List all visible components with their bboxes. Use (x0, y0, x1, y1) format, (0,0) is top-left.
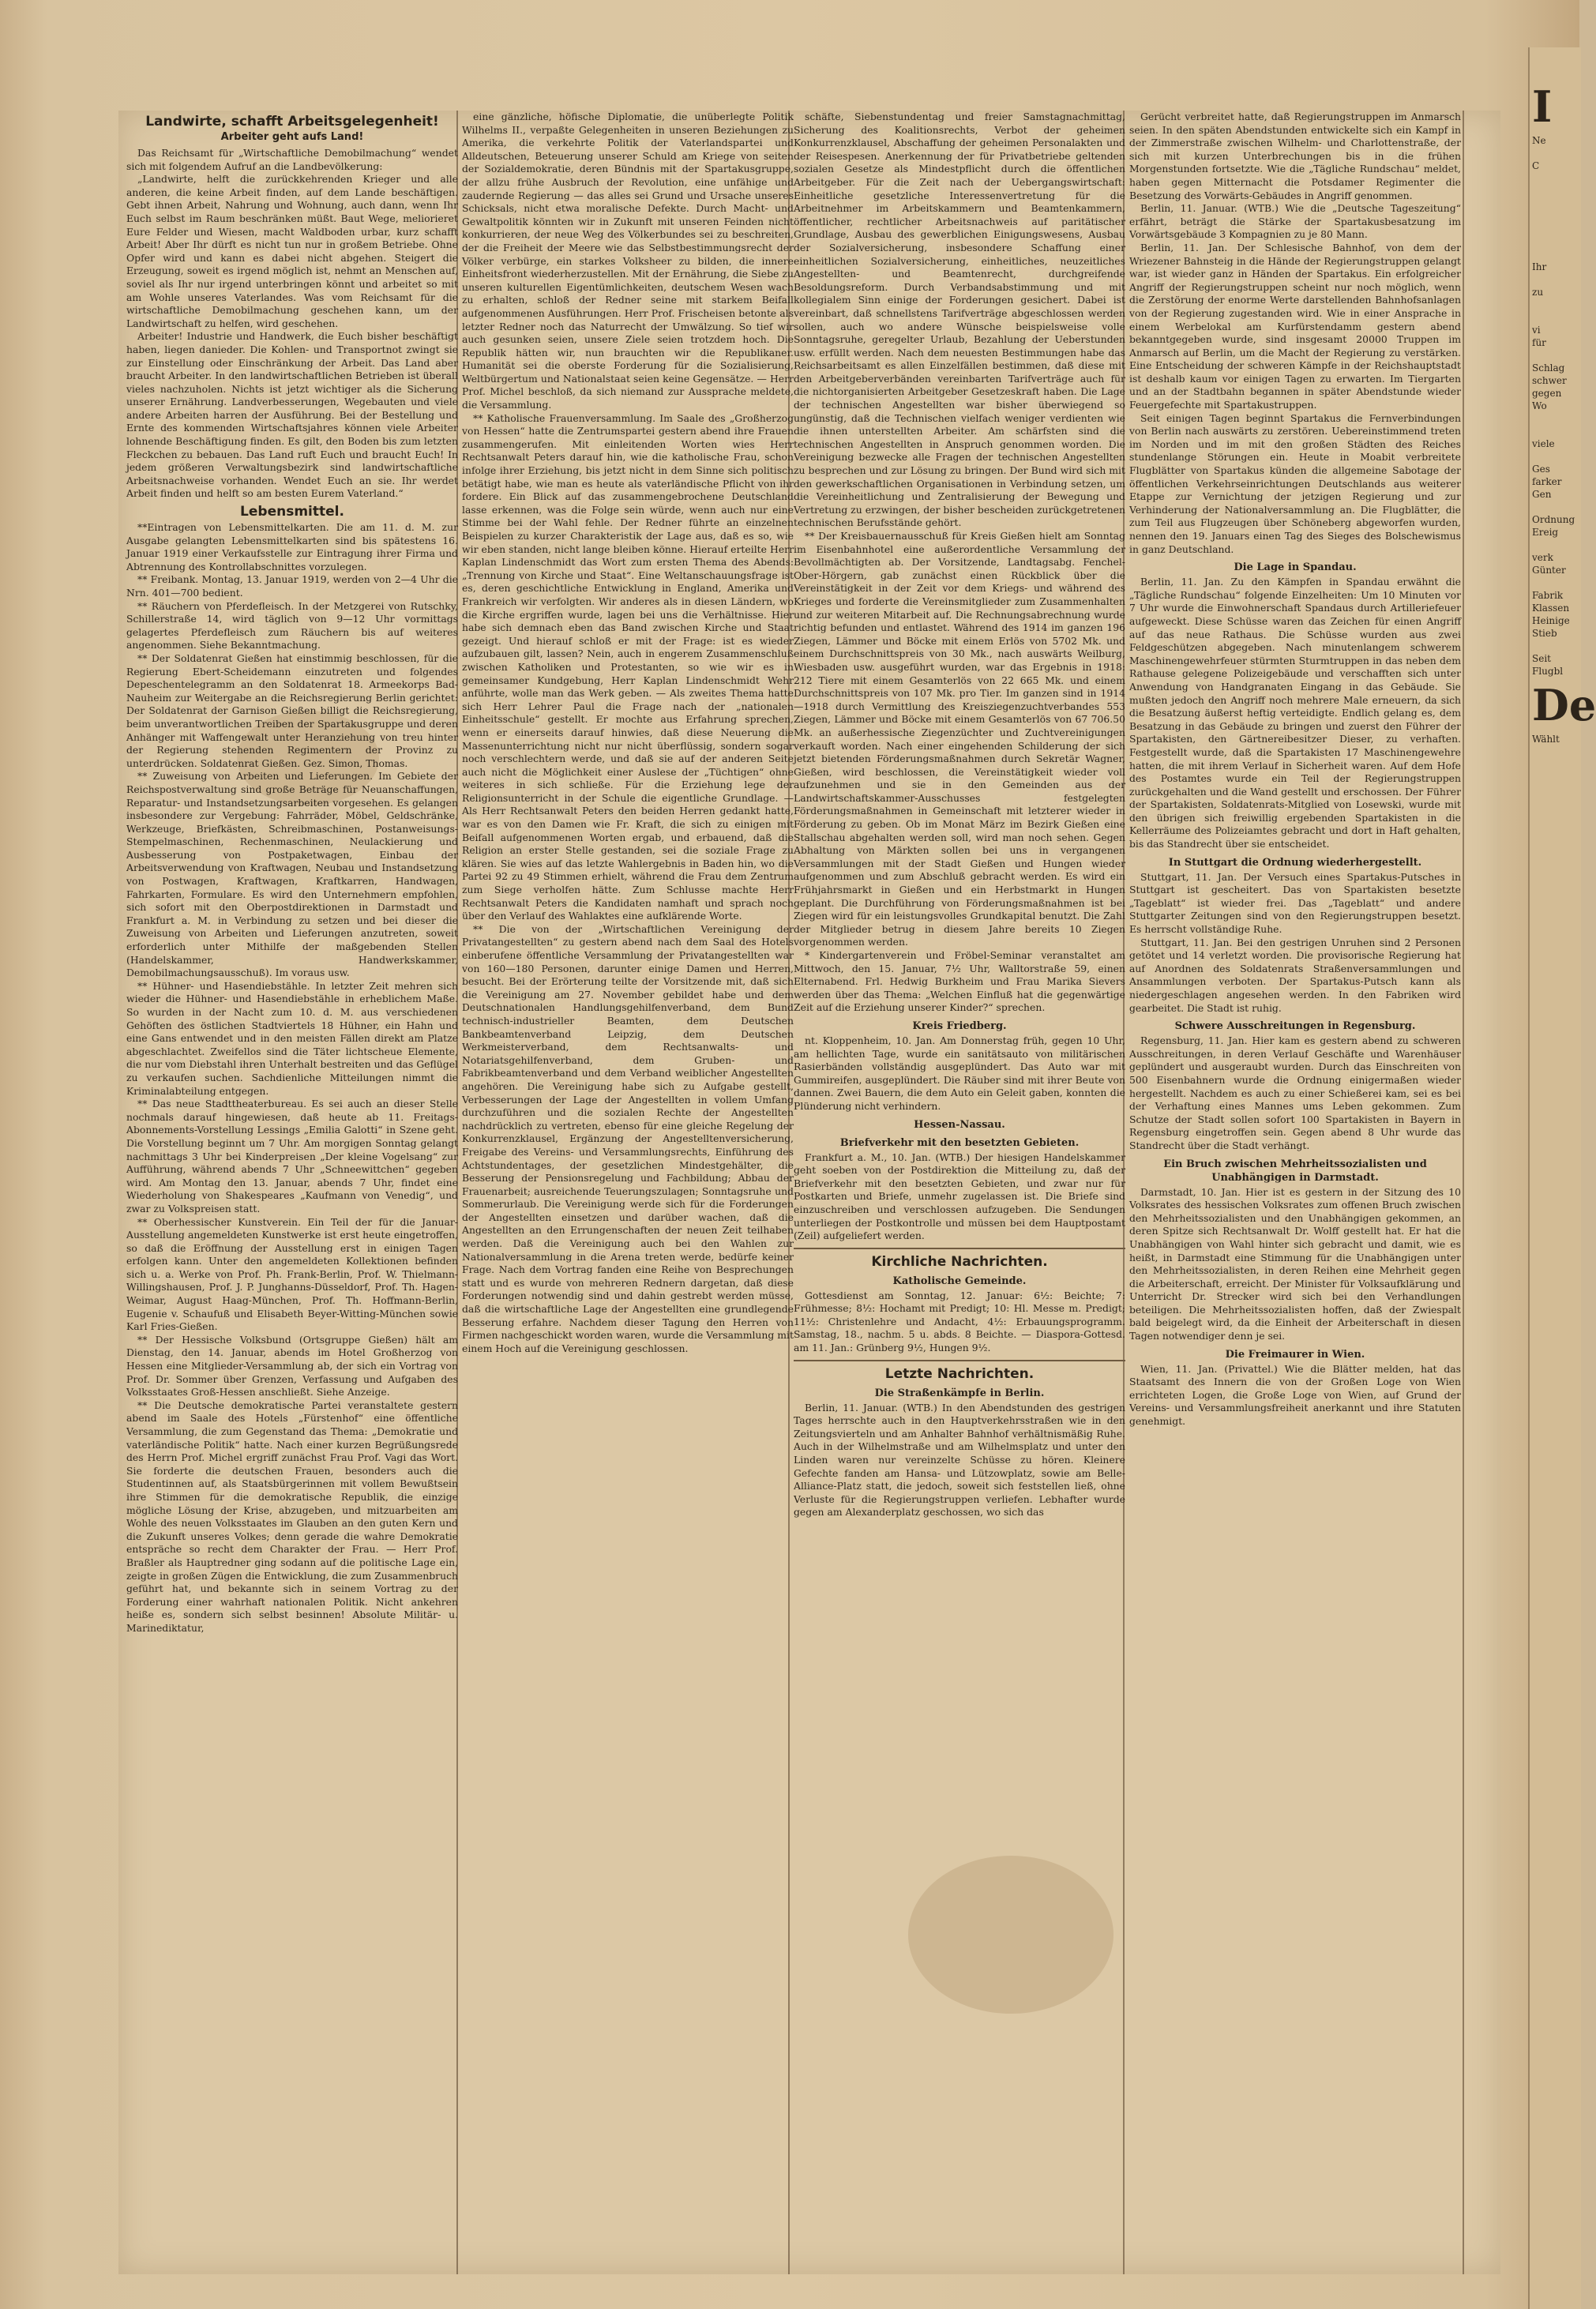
fragment-line (1532, 235, 1578, 248)
article-paragraph: ** Das neue Stadttheaterbureau. Es sei auch an dieser Stelle nochmals darauf hingewiesen, daß heute ab 11. Freitags-Abonnements-Vorstellung Lessings „Emilia Galotti“ in Szene geht. Die Vorstellung beginnt um 7 Uhr. Am morgigen Sonntag gelangt nachmittags 3 Uhr bei Kinderpreisen „Der kleine Vogelsang“ zur Aufführung, während abends 7 Uhr „Schneewittchen“ gegeben wird. Am Montag den 13. Januar, abends 7 Uhr, findet eine Wiederholung von Shakespeares „Kaufmann von Venedig“, und zwar zu Volkspreisen statt. (126, 1098, 458, 1215)
article-paragraph: schäfte, Siebenstundentag und freier Samstagnachmittag, Sicherung des Koalitionsrechts, Verbot der geheimen Konkurrenzklausel, Abschaffung der geheimen Personalakten und der Reisespesen. Anerkennung der für Privatbetriebe geltenden sozialen Gesetze als Mindestpflicht durch die öffentlichen Arbeitgeber. Für die Zeit nach der Uebergangswirtschaft: Einheitliche gesetzliche Interessenvertretung für die Arbeitnehmer im Arbeitskammern und Beamtenkammern, öffentlicher, rechtlicher Arbeitsnachweis auf paritätischer Grundlage, Ausbau des gewerblichen Einigungswesens, Ausbau der Sozialversicherung, insbesondere Schaffung einer einheitlichen Sozialversicherung, einheitliches, neuzeitliches Angestellten- und Beamtenrecht, durchgreifende Besoldungsreform. Durch Verbandsabstimmung und mit kollegialem Sinn einige der Forderungen gesichert. Dabei ist vereinbart, daß schnellstens Tarifverträge abgeschlossen werden sollen, auch wo andere Wünsche beispielsweise volle Sonntagsruhe, geregelter Urlaub, Bezahlung der Ueberstunden usw. erfüllt werden. Nach dem neuesten Bestimmungen habe das Reichsarbeitsamt es allen Einzelfällen bestimmen, daß diese mit den Arbeitgeberverbänden vereinbarten Tarifverträge auch für die nichtorganisierten Arbeitgeber Gesetzeskraft haben. Die Lage der technischen Angestellten war bisher überwiegend so ungünstig, daß die Technischen vielfach weniger verdienten wie die ihnen unterstellten Arbeiter. Am schärfsten sind die technischen Angestellten in Anspruch genommen worden. Die Vereinigung bezwecke alle Fragen der technischen Angestellten zu besprechen und zur Lösung zu bringen. Der Bund wird sich mit den gewerkschaftlichen Organisationen in Verbindung setzen, um die Vereinheitlichung und Zentralisierung der Bewegung und Vertretung zu erzwingen, der bisher bescheiden zurückgetretenen technischen Berufsstände gehört. (794, 111, 1125, 529)
fragment-line: Seit (1532, 653, 1551, 664)
fragment-line: Heinige (1532, 615, 1570, 626)
fragment-line: Ordnung (1532, 514, 1575, 525)
article-paragraph: eine gänzliche, höfische Diplomatie, die unüberlegte Politik Wilhelms II., verpaßte Gelegenheiten in unseren Beziehungen zu Amerika, die verkehrte Politik der Vaterlandspartei und Alldeutschen, Beteuerung unserer Schuld am Kriege von seiten der Sozialdemokratie, deren Bündnis mit der Spartakusgruppe, der allzu frühe Ausbruch der Revolution, eine unfähige und zaudernde Regierung — das alles sei Grund und Ursache unseres Schicksals, nicht etwa moralische Defekte. Durch Macht- und Gewaltpolitik könnten wir in Zukunft mit unseren Feinden nicht konkurrieren, der neue Weg des Völkerbundes sei zu beschreiten, der die Freiheit der Meere wie das Selbstbestimmungsrecht der Völker verbürge, ein starkes Volksheer zu bilden, die innere Einheitsfront wiederherzustellen. Mit der Ernährung, die Siebe zu unseren kulturellen Eigentümlichkeiten, deutschem Wesen wach zu erhalten, schloß der Redner seine mit starkem Beifall aufgenommenen Ausführungen. Herr Prof. Frischeisen betonte als letzter Redner noch das Naturrecht der Umwälzung. So tief wir auch gesunken seien, unsere Ziele seien trotzdem hoch. Die Republik hätten wir, nun brauchten wir die Republikaner. Humanität sei die oberste Forderung für die Sozialisierung, Weltbürgertum und Nationalstaat seien keine Gegensätze. — Herr Prof. Michel beschloß, da sich niemand zur Aussprache meldete, die Versammlung. (462, 111, 794, 411)
fragment-line: verk (1532, 552, 1553, 563)
subheading-katholische-gemeinde: Katholische Gemeinde. (892, 1275, 1027, 1287)
fragment-line (1532, 197, 1578, 210)
fragment-line: gegen (1532, 388, 1562, 399)
column-1 (126, 111, 458, 2274)
column-2 (462, 111, 794, 2274)
fragment-line (1532, 501, 1578, 513)
fragment-line (1532, 640, 1578, 652)
headline-stuttgart: In Stuttgart die Ordnung wiederhergestellt. (1168, 856, 1422, 869)
fragment-lines-a (1532, 134, 1578, 336)
article-paragraph: Berlin, 11. Januar. (WTB.) Wie die „Deutsche Tageszeitung“ erfährt, beträgt die Stärke der Spartakusbesatzung im Vorwärtsgebäude 3 Kompagnien zu je 80 Mann. (1129, 202, 1461, 241)
fragment-line: für (1532, 337, 1546, 348)
fragment-large-letter: I (1532, 81, 1553, 132)
article-paragraph: ** Der Soldatenrat Gießen hat einstimmig beschlossen, für die Regierung Ebert-Scheidemann einzutreten und folgendes Depeschentelegramm an den Soldatenrat 18. Armeekorps Bad-Nauheim zur Weitergabe an die Reichsregierung Berlin gerichtet: Der Soldatenrat der Garnison Gießen billigt die Reichsregierung, beim unverantwortlichen Treiben der Spartakusgruppe und deren Anhänger mit Waffengewalt unter Heranziehung von treu hinter der Regierung stehenden Regimentern der Provinz zu unterdrücken. Soldatenrat Gießen. Gez. Simon, Thomas. (126, 651, 458, 769)
article-paragraph: Wien, 11. Jan. (Privattel.) Wie die Blätter melden, hat das Staatsamt des Innern die von der Großen Loge von Wien errichteten Logen, die Große Loge von Wien, auf Grund der Vereins- und Versammlungsfreiheit anerkannt und ihre Statuten genehmigt. (1129, 1362, 1461, 1428)
article-paragraph: Berlin, 11. Jan. Der Schlesische Bahnhof, von dem der Wriezener Bahnsteig in die Hände der Regierungstruppen gelangt war, ist wieder ganz in Händen der Spartakus. Ein erfolgreicher Angriff der Regierungstruppen scheint nur noch möglich, wenn die Zerstörung der enorme Werte darstellenden Bahnhofsanlagen von der Regierung zugestanden wird. Wie in einer Ansprache in einem Werbelokal am Kurfürstendamm gestern abend bekanntgegeben wurde, sind insgesamt 20000 Truppen im Anmarsch auf Berlin, um die Macht der Regierung zu verstärken. Eine Entscheidung der schweren Kämpfe in der Reichshauptstadt ist deshalb kaum vor einigen Tagen zu erwarten. Im Tiergarten und an der Stadtbahn begannen in später Abendstunde wieder Feuergefechte mit Spartakustruppen. (1129, 241, 1461, 411)
headline-landwirte: Landwirte, schafft Arbeitsgelegenheit! (145, 114, 439, 130)
article-paragraph: Regensburg, 11. Jan. Hier kam es gestern abend zu schweren Ausschreitungen, in deren Verlauf Geschäfte und Warenhäuser geplündert und ausgeraubt wurden. Durch das Einschreiten von 500 Eisenbahnern wurde die Ordnung einigermaßen wieder hergestellt. Nachdem es auch zu einer Schießerei kam, sei es bei der Verhaftung eines Mannes ums Leben gekommen. Zum Schutze der Stadt sollen sofort 100 Spartakisten in Bayern in Regensburg eingetroffen sein. Gegen abend 8 Uhr wurde das Standrecht über die Stadt verhängt. (1129, 1034, 1461, 1151)
headline-darmstadt: Ein Bruch zwischen Mehrheitssozialisten und Unabhängigen in Darmstadt. (1163, 1158, 1427, 1184)
article-paragraph: Arbeiter! Industrie und Handwerk, die Euch bisher beschäftigt haben, liegen danieder. Die Kohlen- und Transportnot zwingt sie zur Einstellung oder Einschränkung der Arbeit. Das Land aber braucht Arbeiter. In den landwirtschaftlichen Betrieben ist überall vieles nachzuholen. Nichts ist jetzt wichtiger als die Sicherung unserer Ernährung. Landverbesserungen, Wegebauten und viele andere Arbeiten harren der Ausführung. Bei der Bestellung und Ernte des kommenden Wirtschaftsjahres können viele Arbeiter lohnende Beschäftigung finden. Es gilt, den Boden bis zum letzten Fleckchen zu bebauen. Das Land ruft Euch und braucht Euch! In jedem größeren Verwaltungsbezirk sind landwirtschaftliche Arbeitsnachweise vorhanden. Wendet Euch an sie. Ihr werdet Arbeit finden und helft so am besten Eurem Vaterland.“ (126, 330, 458, 500)
fragment-line: Wählt (1532, 734, 1560, 745)
article-paragraph: Darmstadt, 10. Jan. Hier ist es gestern in der Sitzung des 10 Volksrates des hessischen Volksrates zum offenen Bruch zwischen den Mehrheitssozialisten und den Unabhängigen gekommen, an deren Spitze sich Rechtsanwalt Dr. Wolff gestellt hat. Er hat die Unabhängigen von Wahl hinter sich gebracht und damit, wie es heißt, in Darmstadt eine Stimmung für die Unabhängigen unter den Mehrheitssozialisten, in deren Reihen eine Mehrheit gegen die Arbeiterschaft, erreicht. Der Minister für Volksaufklärung und Unterricht Dr. Strecker wird sich bei den Verhandlungen beteiligen. Die Mehrheitssozialisten hoffen, daß der Zwiespalt bald beigelegt wird, da die Einheit der Arbeiterschaft in diesen Tagen notwendiger denn je sei. (1129, 1185, 1461, 1342)
fragment-line: Wo (1532, 400, 1547, 411)
fragment-line (1532, 349, 1578, 362)
section-divider (794, 1248, 1125, 1249)
section-divider (794, 1360, 1125, 1361)
fragment-line: Fabrik (1532, 590, 1564, 601)
article-paragraph: ** Der Kreisbauernausschuß für Kreis Gießen hielt am Sonntag im Eisenbahnhotel eine außerordentliche Versammlung der Bevollmächtigten ab. Der Vorsitzende, Landtagsabg. Fenchel-Ober-Hörgern, gab zunächst einen Rückblick über die Vereinstätigkeit in der Zeit vor dem Kriegs- und während des Krieges und forderte die Vereinsmitglieder zum Zusammenhalten und zur weiteren Mitarbeit auf. Die Rechnungsabrechnung wurde richtig befunden und entlastet. Während des 1914 im ganzen 196 Ziegen, Lämmer und Böcke mit einem Erlös von 5702 Mk. und einem Durchschnittspreis von 30 Mk., nach auswärts Weilburg, Wiesbaden usw. ausgeführt wurden, war das Ergebnis in 1918: 212 Tiere mit einem Gesamterlös von 22 665 Mk. und einem Durchschnittspreis von 107 Mk. pro Tier. Im ganzen sind in 1914—1918 durch Vermittlung des Kreisziegenzuchtverbandes 553 Ziegen, Lämmer und Böcke mit einem Gesamterlös von 67 706.50 Mk. an außerhessische Ziegenzüchter und Zuchtvereinigungen verkauft worden. Nach einer eingehenden Schilderung der sich jetzt bietenden Förderungsmaßnahmen durch Sekretär Wagner, Gießen, wird beschlossen, die Vereinstätigkeit wieder voll aufzunehmen und sie in den Gemeinden aus der Landwirtschaftskammer-Ausschusses festgelegten Förderungsmaßnahmen in Gemeinschaft mit letzterer wieder in Förderung zu geben. Ob im Monat März im Bezirk Gießen eine Stallschau abgehalten werden soll, wird man noch sehen. Gegen Abhaltung von Märkten sollen bei uns in vergangenen Versammlungen mit der Stadt Gießen und Hungen wieder aufgenommen und zum Abschluß gebracht werden. Es wird ein Frühjahrsmarkt in Gießen und ein Herbstmarkt in Hungen geplant. Die Durchführung von Förderungsmaßnahmen ist bei Ziegen wird für ein leistungsvolles Grundkapital benutzt. Die Zahl der Mitglieder betrug in diesem Jahre bereits 10 Ziegen vorgenommen werden. (794, 530, 1125, 948)
fragment-line (1532, 210, 1578, 223)
article-paragraph: Berlin, 11. Januar. (WTB.) In den Abendstunden des gestrigen Tages herrschte auch in den Hauptverkehrsstraßen wie in den Zeitungsvierteln und am Anhalter Bahnhof verhältnismäßig Ruhe. Auch in der Wilhelmstraße und am Wilhelmsplatz und unter den Linden waren nur vereinzelte Schüsse zu hören. Kleinere Gefechte fanden am Hansa- und Lützowplatz, sowie am Belle-Alliance-Platz statt, die jedoch, soweit sich feststellen ließ, ohne Verluste für die Regierungstruppen verliefen. Lebhafter wurde gegen am Alexanderplatz geschossen, wo sich das (794, 1401, 1125, 1519)
headline-briefverkehr: Briefverkehr mit den besetzten Gebieten. (839, 1136, 1080, 1149)
article-paragraph: ** Hühner- und Hasendiebstähle. In letzter Zeit mehren sich wieder die Hühner- und Hasendiebstähle in erheblichem Maße. So wurden in der Nacht zum 10. d. M. aus verschiedenen Gehöften des östlichen Stadtviertels 18 Hühner, ein Hahn und eine Gans entwendet und in den meisten Fällen direkt am Platze abgeschlachtet. Zweifellos sind die Täter lichtscheue Elemente, die nur vom Diebstahl ihren Unterhalt bestreiten und das Geflügel zu verkaufen suchen. Sachdienliche Mitteilungen nimmt die Kriminalabteilung entgegen. (126, 979, 458, 1097)
column-4 (1129, 111, 1461, 2274)
article-paragraph: Stuttgart, 11. Jan. Der Versuch eines Spartakus-Putsches in Stuttgart ist gescheitert. Das von Spartakisten besetzte „Tageblatt“ ist wieder frei. Das „Tageblatt“ und andere Stuttgarter Zeitungen sind von den Regierungstruppen besetzt. Es herrscht vollständige Ruhe. (1129, 870, 1461, 936)
headline-regensburg: Schwere Ausschreitungen in Regensburg. (1174, 1020, 1416, 1033)
fragment-lines-c (1532, 733, 1578, 745)
headline-spandau: Die Lage in Spandau. (1234, 561, 1357, 574)
fragment-line: C (1532, 160, 1540, 171)
fragment-line: vi (1532, 325, 1541, 336)
article-paragraph: ** Freibank. Montag, 13. Januar 1919, werden von 2—4 Uhr die Nrn. 401—700 bedient. (126, 573, 458, 599)
fragment-line (1532, 223, 1578, 235)
fragment-line (1532, 248, 1578, 261)
fragment-line: zu (1532, 287, 1544, 298)
fragment-line (1532, 298, 1578, 311)
column-3 (794, 111, 1125, 2274)
headline-strassenkaempfe: Die Straßenkämpfe in Berlin. (874, 1387, 1045, 1399)
article-paragraph: * Kindergartenverein und Fröbel-Seminar veranstaltet am Mittwoch, den 15. Januar, 7½ Uhr, Walltorstraße 59, einen Elternabend. Frl. Hedwig Burkheim und Frau Marika Sievers werden über das Thema: „Welchen Einfluß hat die gegenwärtige Zeit auf die Erziehung unserer Kinder?“ sprechen. (794, 949, 1125, 1014)
article-paragraph: Das Reichsamt für „Wirtschaftliche Demobilmachung“ wendet sich mit folgendem Aufruf an die Landbevölkerung: (126, 147, 458, 172)
article-paragraph: ** Der Hessische Volksbund (Ortsgruppe Gießen) hält am Dienstag, den 14. Januar, abends im Hotel Großherzog von Hessen eine Mitglieder-Versammlung ab, der sich ein Vortrag von Prof. Dr. Sommer über Grenzen, Verfassung und Aufgaben des Volksstaates Groß-Hessen anschließt. Siehe Anzeige. (126, 1333, 458, 1399)
fragment-line: Ereig (1532, 527, 1559, 538)
fragment-large-letters: De (1532, 680, 1596, 730)
column-rule (1463, 111, 1464, 2274)
fragment-line (1532, 172, 1578, 185)
fragment-line (1532, 273, 1578, 286)
fragment-line: Ihr (1532, 261, 1547, 272)
article-paragraph: nt. Kloppenheim, 10. Jan. Am Donnerstag früh, gegen 10 Uhr, am hellichten Tage, wurde ein sanitätsauto von militärischen Rasierbänden vollständig ausgeplündert. Das Auto war mit Gummireifen, ausgeplündert. Die Räuber sind mit ihrer Beute von dannen. Zwei Bauern, die dem Auto ein Geleit gaben, konnten die Plünderung nicht verhindern. (794, 1034, 1125, 1112)
fragment-line (1532, 412, 1578, 425)
section-heading-kreis-friedberg: Kreis Friedberg. (912, 1019, 1007, 1032)
headline-freimaurer: Die Freimaurer in Wien. (1225, 1348, 1365, 1361)
fragment-line: Flugbl (1532, 666, 1564, 677)
article-paragraph: Frankfurt a. M., 10. Jan. (WTB.) Der hiesigen Handelskammer geht soeben von der Postdirektion die Mitteilung zu, daß der Briefverkehr mit den besetzten Gebieten, und zwar nur für Postkarten und Briefe, unmehr zugelassen ist. Die Briefe sind einzuschreiben und verschlossen aufzugeben. Die Sendungen unterliegen der Postkontrolle und müssen bei dem Hauptpostamt (Zeil) aufgeliefert werden. (794, 1151, 1125, 1242)
fragment-line: Stieb (1532, 628, 1557, 639)
article-paragraph: ** Räuchern von Pferdefleisch. In der Metzgerei von Rutschky, Schillerstraße 14, wird täglich von 9—12 Uhr vormittags gelagertes Pferdefleisch zum Räuchern bis auf weiteres angenommen. Siehe Bekanntmachung. (126, 599, 458, 651)
fragment-line: Klassen (1532, 603, 1570, 614)
fragment-lines-b (1532, 336, 1578, 678)
section-heading-lebensmittel: Lebensmittel. (240, 504, 344, 520)
fragment-line: farker (1532, 476, 1562, 487)
fragment-line: schwer (1532, 375, 1567, 386)
article-paragraph: ** Katholische Frauenversammlung. Im Saale des „Großherzog von Hessen“ hatte die Zentrumspartei gestern abend ihre Frauen zusammengerufen. Mit einleitenden Worten wies Herr Rechtsanwalt Peters darauf hin, wie die katholische Frau, schon infolge ihrer Erziehung, bis jetzt nicht in dem Sinne sich politisch betätigt habe, wie man es heute als vaterländische Pflicht von ihr fordere. Ein Blick auf das zusammengebrochene Deutschland lasse erkennen, was die Folge sein würde, wenn auch nur eine Stimme bei der Wahl fehle. Der Redner führte an einzelnen Beispielen zu kurzer Charakteristik der Lage aus, daß es so, wie wir eben standen, nicht lange bleiben könne. Hierauf erteilte Herr Kaplan Lindenschmidt das Wort zum ersten Thema des Abends: „Trennung von Kirche und Staat“. Eine Weltanschauungsfrage ist es, deren geschichtliche Entwicklung in England, Amerika und Frankreich wir verfolgten. Wir anderes als in diesen Ländern, wo die Kirche ergriffen wurde, lagen bei uns die Verhältnisse. Hier habe sich demnach eben das Band zwischen Kirche und Staat gezeigt. Und hierauf schloß er mit der Frage: ist es wieder aufzubauen gilt, lassen? Nein, auch in engerem Zusammenschluß zwischen Katholiken und Protestanten, so wie wir es in gemeinsamer Kundgebung, Herr Kaplan Lindenschmidt Wehr anführte, wolle man das Werk geben. — Als zweites Thema hatte sich Herr Lehrer Paul die Frage nach der „nationalen Einheitsschule“ gestellt. Er mochte aus Erfahrung sprechen, wenn er einerseits darauf hinwies, daß diese Neuerung die Massenunterrichtung nicht nur nicht überflüssig, sondern sogar noch verschlechtern werde, und daß sie auf der anderen Seite auch nicht die Möglichkeit einer Auslese der „Tüchtigen“ ohne weiteres in sich schließe. Für die Erziehung lege der Religionsunterricht in der Schule die eigentliche Grundlage. — Als Herr Rechtsanwalt Peters den beiden Herren gedankt hatte, war es von den Damen wie Fr. Kraft, die sich zu einigen mit Beifall aufgenommenen Worten ergab, und erbauend, daß die Religion an erster Stelle gestanden, sei die soziale Frage zu klären. Sie wies auf das letzte Wahlergebnis in Baden hin, wo die Partei 92 zu 49 Stimmen erhielt, während die Frau dem Zentrum zum Siege verholfen hätte. Zum Schlusse machte Herr Rechtsanwalt Peters die Kandidaten namhaft und sprach noch über den Verlauf des Wahlaktes eine aufklärende Worte. (462, 411, 794, 922)
fragment-line: Schlag (1532, 362, 1565, 374)
article-paragraph: ** Die von der „Wirtschaftlichen Vereinigung der Privatangestellten“ zu gestern abend nach dem Saal des Hotels einberufene öffentliche Versammlung der Privatangestellten war von 160—180 Personen, darunter einige Damen und Herren, besucht. Bei der Erörterung teilte der Vorsitzende mit, daß sich die Vereinigung am 27. November gebildet habe und dem Deutschnationalen Handlungsgehilfenverband, dem Bund technisch-industrieller Beamten, dem Deutschen Bankbeamtenverband Leipzig, dem Deutschen Werkmeisterverband, dem Rechtsanwalts- und Notariatsgehilfenverband, dem Gruben- und Fabrikbeamtenverband und dem Verband weiblicher Angestellten angehören. Die Vereinigung habe sich zu Aufgabe gestellt, Verbesserungen der Lage der Angestellten in vollem Umfang durchzuführen und die sozialen Rechte der Angestellten nachdrücklich zu vertreten, ebenso für eine gleiche Regelung der Konkurrenzklausel, Ergänzung der Angestelltenversicherung, Freigabe des Vereins- und Versammlungsrechts, Einführung des Achtstundentages, der gesetzlichen Mindestgehälter, die Besserung der Pensionsregelung und Fachbildung; Abbau der Frauenarbeit; ausreichende Teuerungszulagen; Sonntagsruhe und Sommerurlaub. Die Vereinigung werde sich für die Forderungen der Angestellten einsetzen und darüber wachen, daß die Angestellten an den Errungenschaften der neuen Zeit teilhaben werden. Daß die Vereinigung auch bei den Wahlen zur Nationalversammlung in die Arena treten werde, bedürfe keiner Frage. Nach dem Vortrag fanden eine Reihe von Besprechungen statt und es wurde von mehreren Rednern dargetan, daß diese Forderungen notwendig sind und dahin gestrebt werden müsse, daß die wirtschaftliche Lage der Angestellten eine grundlegende Besserung erfahre. Nachdem dieser Tagung den Herren von Firmen nachgeschickt worden waren, wurde die Versammlung mit einem Hoch auf die Vereinigung geschlossen. (462, 922, 794, 1354)
article-paragraph: „Landwirte, helft die zurückkehrenden Krieger und alle anderen, die keine Arbeit finden, auf dem Lande beschäftigen. Gebt ihnen Arbeit, Nahrung und Wohnung, auch dann, wenn Ihr Euch selbst im Raum beschränken müßt. Baut Wege, meliorieret Eure Felder und Wiesen, macht Waldboden urbar, kurz schafft Arbeit! Aber Ihr dürft es nicht tun nur in großem Betriebe. Ohne Opfer wird und kann es dabei nicht abgehen. Steigert die Erzeugung, soweit es irgend möglich ist, nehmt an Menschen auf, soviel als Ihr nur irgend unterbringen könnt und arbeitet so mit am Wohle unseres Vaterlandes. Was vom Reichsamt für die wirtschaftliche Demobilmachung geschehen kann, um der Landwirtschaft zu helfen, wird geschehen. (126, 173, 458, 329)
article-paragraph: ** Oberhessischer Kunstverein. Ein Teil der für die Januar-Ausstellung angemeldeten Kunstwerke ist erst heute eingetroffen, so daß die Eröffnung der Ausstellung erst in einigen Tagen erfolgen kann. Unter den angemeldeten Kollektionen befinden sich u. a. Werke von Prof. Ph. Frank-Berlin, Prof. W. Thielmann-Willingshausen, Prof. J. P. Junghanns-Düsseldorf, Prof. Th. Hagen-Weimar, August Haag-München, Prof. Th. Hoffmann-Berlin, Eugenie v. Schaufuß und Elisabeth Beyer-Witting-München sowie Karl Fries-Gießen. (126, 1215, 458, 1333)
fragment-line: viele (1532, 438, 1555, 449)
article-paragraph: Gerücht verbreitet hatte, daß Regierungstruppen im Anmarsch seien. In den späten Abendstunden entwickelte sich ein Kampf in der Zimmerstraße zwischen Wilhelm- und Charlottenstraße, der sich mit kurzen Unterbrechungen bis in die frühen Morgenstunden fortsetzte. Wie die „Tägliche Rundschau“ meldet, haben gegen Mitternacht die Potsdamer Regimenter die Besetzung des Vorwärts-Gebäudes in Angriff genommen. (1129, 111, 1461, 201)
section-heading-hessen-nassau: Hessen-Nassau. (914, 1118, 1005, 1131)
article-paragraph: **Eintragen von Lebensmittelkarten. Die am 11. d. M. zur Ausgabe gelangten Lebensmittelkarten sind bis spätestens 16. Januar 1919 einer Verkaufsstelle zur Eintragung ihrer Firma und Abtrennung des Kontrollabschnittes vorzulegen. (126, 521, 458, 573)
fragment-line (1532, 185, 1578, 197)
article-paragraph: ** Die Deutsche demokratische Partei veranstaltete gestern abend im Saale des Hotels „Fürstenhof“ eine öffentliche Versammlung, die zum Gegenstand das Thema: „Demokratie und vaterländische Politik“ hatte. Nach einer kurzen Begrüßungsrede des Herrn Prof. Michel ergriff zunächst Frau Prof. Vagi das Wort. Sie forderte die deutschen Frauen, besonders auch die Studentinnen auf, als Staatsbürgerinnen mit vollem Bewußtsein ihre Stimmen für die demokratische Republik, die einzige mögliche Lösung der Krise, abzugeben, und mitzuarbeiten am Wohle des neuen Volksstaates im Glauben an den guten Kern und die Zukunft unseres Volkes; denn gerade die wahre Demokratie entspräche so recht dem Charakter der Frau. — Herr Prof. Braßler als Hauptredner ging sodann auf die politische Lage ein, zeigte in großen Zügen die Entwicklung, die zum Zusammenbruch geführt hat, und bekannte sich in seinem Vortrag zu der Forderung einer wahrhaft nationalen Politik. Nicht ankehren heiße es, sondern sich selbst besinnen! Absolute Militär- u. Marinediktatur, (126, 1399, 458, 1634)
fragment-line (1532, 576, 1578, 589)
fragment-line (1532, 147, 1578, 160)
fragment-line (1532, 450, 1578, 463)
article-paragraph: Seit einigen Tagen beginnt Spartakus die Fernverbindungen von Berlin nach auswärts zu zerstören. Uebereinstimmend treten im Norden und im mit den großen Städten des Reiches stundenlange Störungen ein. Heute in Moabit verbreitete Flugblätter von Spartakus künden die allgemeine Sabotage der öffentlichen Verkehrseinrichtungen Deutschlands aus weiterer Etappe zur Vernichtung der jetzigen Regierung und zur Verhinderung der Nationalversammlung an. Die Flugblätter, die zum Teil aus Flugzeugen über Schöneberg abgeworfen wurden, nennen den 19. Januars einen Tag des Sieges des Bolschewismus in ganz Deutschland. (1129, 411, 1461, 555)
adjacent-page-fragments (1532, 79, 1596, 2290)
fragment-line: Ges (1532, 464, 1550, 475)
section-heading-letzte-nachrichten: Letzte Nachrichten. (884, 1365, 1035, 1382)
fragment-line: Gen (1532, 489, 1552, 500)
fragment-line (1532, 311, 1578, 324)
fragment-line: Günter (1532, 565, 1566, 576)
article-paragraph: Berlin, 11. Jan. Zu den Kämpfen in Spandau erwähnt die „Tägliche Rundschau“ folgende Einzelheiten: Um 10 Minuten vor 7 Uhr wurde die Einwohnerschaft Spandaus durch Artilleriefeuer aufgeweckt. Diese Schüsse waren das Zeichen für einen Angriff auf das neue Rathaus. Die Schüsse wurden aus zwei Feldgeschützen abgegeben. Nach minutenlangem schwerem Maschinengewehrfeuer stürmten Sturmtruppen in das neben dem Rathause gelegene Polizeigebäude und verschafften sich unter Anwendung von Handgranaten Eingang in das Gebäude. Sie mußten jedoch den Angriff noch mehrere Male erneuern, da sich die Besatzung äußerst heftig verteidigte. Endlich gelang es, dem Besatzung in das Gebäude zu bringen und zuerst den Führer der Spartakisten, den Gärtnereibesitzer Dieser, zu verhaften. Festgestellt wurde, daß die Spartakisten 17 Maschinengewehre hatten, die mit ihrem Verlauf in Sicherheit waren. Auf dem Hofe des Postamtes wurde ein Teil der Regierungstruppen zurückgehalten und die Wand gestellt und erschossen. Der Führer der Spartakisten, Soldatenrats-Mitglied von Losewski, wurde mit den übrigen sich freiwillig ergebenden Spartakisten in die Kellerräume des Polizeiamtes gebracht und dort in Haft gehalten, bis das Standrecht über sie entscheidet. (1129, 576, 1461, 850)
fragment-line (1532, 539, 1578, 551)
subheadline-arbeiter: Arbeiter geht aufs Land! (220, 131, 364, 143)
article-paragraph: Stuttgart, 11. Jan. Bei den gestrigen Unruhen sind 2 Personen getötet und 14 verletzt worden. Die provisorische Regierung hat auf Anordnen des Soldatenrats Straßenversammlungen und Ansammlungen verboten. Der Spartakus-Putsch kann als niedergeschlagen angesehen werden. In den Fabriken wird gearbeitet. Die Stadt ist ruhig. (1129, 936, 1461, 1014)
article-paragraph: Gottesdienst am Sonntag, 12. Januar: 6½: Beichte; 7: Frühmesse; 8½: Hochamt mit Predigt; 10: Hl. Messe m. Predigt; 11½: Christenlehre und Andacht, 4½: Erbauungsprogramm. Samstag, 18., nachm. 5 u. abds. 8 Beichte. — Diaspora-Gottesd. am 11. Jan.: Grünberg 9½, Hungen 9½. (794, 1289, 1125, 1354)
fragment-line (1532, 425, 1578, 437)
article-paragraph: ** Zuweisung von Arbeiten und Lieferungen. Im Gebiete der Reichspostverwaltung sind große Beträge für Neuanschaffungen, Reparatur- und Instandsetzungsarbeiten vorgesehen. Es gelangen insbesondere zur Vergebung: Fahrräder, Möbel, Geldschränke, Werkzeuge, Briefkästen, Schreibmaschinen, Postanweisungs-Stempelmaschinen, Rechenmaschinen, Neulackierung und Ausbesserung von Postpaketwagen, Einbau der Arbeitsverwendung von Kraftwagen, Neubau und Instandsetzung von Postwagen, Kraftwagen, Kraftkarren, Handwagen, Fahrkarten, Formulare. Es wird den Unternehmern empfohlen, sich sofort mit den Oberpostdirektionen in Darmstadt und Frankfurt a. M. in Verbindung zu setzen und bei dieser die Zuweisung von Arbeiten und Lieferungen anzutreten, soweit erforderlich unter Mithilfe der maßgebenden Stellen (Handelskammer, Handwerkskammer, Demobilmachungsausschuß). Im voraus usw. (126, 770, 458, 979)
section-heading-kirchliche-nachrichten: Kirchliche Nachrichten. (871, 1253, 1048, 1270)
fragment-line: Ne (1532, 135, 1546, 146)
